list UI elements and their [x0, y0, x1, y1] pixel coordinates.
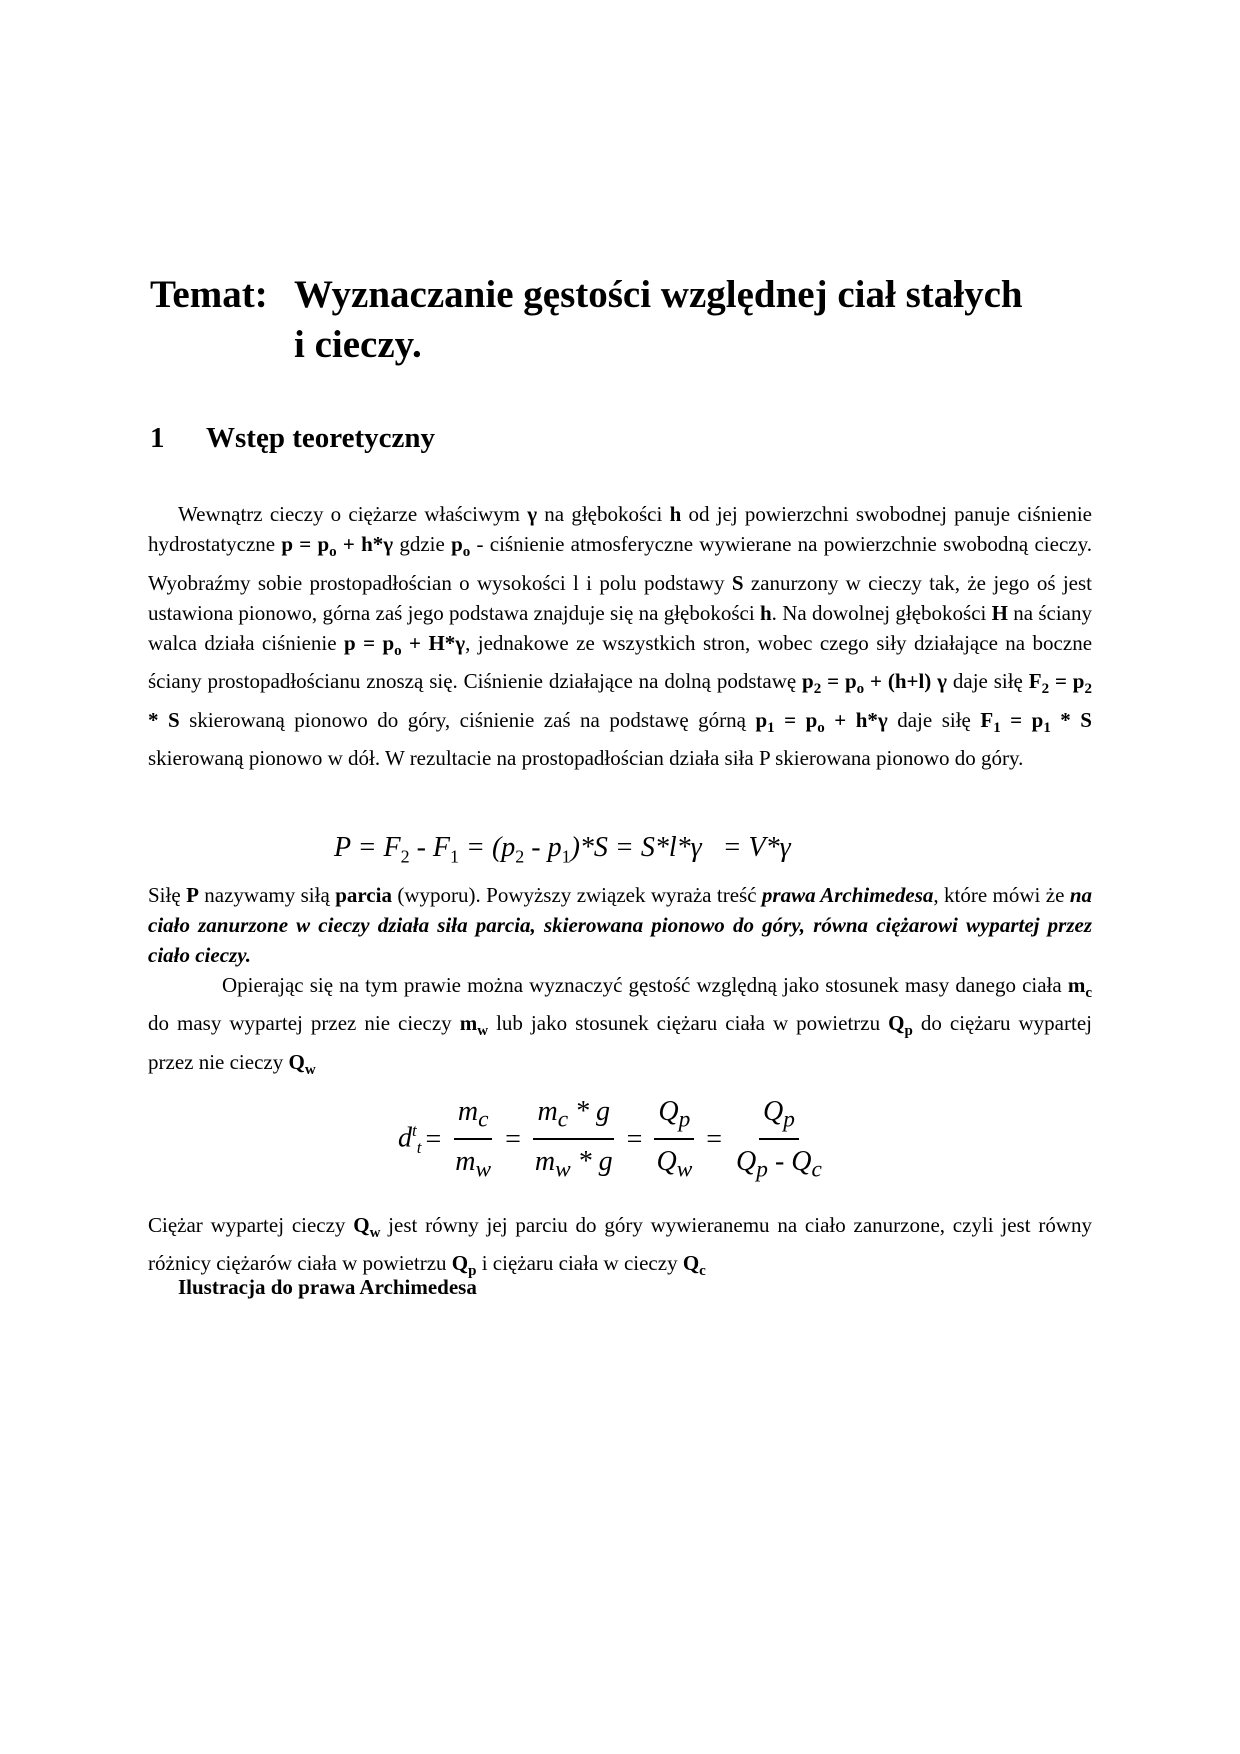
section-heading — [150, 418, 435, 458]
paragraph-archimedes-law: Siłę P nazywamy siłą parcia (wyporu). Powyższy związek wyraża treść prawa Archimedesa, które mówi że na ciało zanurzone w cieczy działa siła parcia, skierowana pionowo do góry, równa ciężarowi wypartej przez ciało cieczy. — [148, 883, 1092, 968]
section-number: 1 — [150, 422, 165, 454]
title-label: Temat: — [150, 273, 268, 316]
fraction-weight-difference: $\frac{Q_p}{Q_p - Q_c}$ — [736, 1096, 822, 1183]
title-line-2: i cieczy. — [294, 323, 422, 366]
paragraph-theory: Wewnątrz cieczy o ciężarze właściwym γ na głębokości h od jej powierzchni swobodnej panuje ciśnienie hydrostatyczne $p = p_o + h*\gamma$ gdzie $p_o$ - ciśnienie atmosferyczne wywierane na powierzchnie swobodną cieczy. Wyobraźmy sobie prostopadłościan o wysokości l i polu podstawy S zanurzony w cieczy tak, że jego oś jest ustawiona pionowo, górna zaś jego podstawa znajduje się na głębokości h. Na dowolnej głębokości H na ściany walca działa ciśnienie $p = p_o + H*\gamma$, jednakowe ze wszystkich stron, wobec czego siły działające na boczne ściany prostopadłościanu znoszą się. Ciśnienie działające na dolną podstawę $p_2 = p_o + (h+l)$ γ daje siłę $F_2 = p_2 * S$ skierowaną pionowo do góry, ciśnienie zaś na podstawę górną $p_1 = p_o + h*\gamma$ daje siłę $F_1 = p_1 * S$ skierowaną pionowo w dół. W rezultacie na prostopadłościan działa siła P skierowana pionowo do góry. — [148, 502, 1093, 771]
paragraph-displaced-weight: Ciężar wypartej cieczy $Q_w$ jest równy jej parciu do góry wywieranemu na ciało zanurzone, czyli jest równy różnicy ciężarów ciała w powietrzu $Q_p$ i ciężaru ciała w cieczy $Q_c$ — [148, 1213, 1092, 1280]
document-title — [150, 270, 1110, 370]
relative-density-formula: $d^t_t$ = $\frac{m_c}{m_w}$ = $\frac{m_c * g}{m_w * g}$ = $\frac{Q_p}{Q_w}$ = $\frac{Q_p}{Q_p - Q_c}$ — [398, 1096, 832, 1183]
fraction-mass: $\frac{m_c}{m_w}$ — [455, 1096, 492, 1183]
fraction-weight-g: $\frac{m_c * g}{m_w * g}$ — [534, 1096, 613, 1183]
fraction-weight: $\frac{Q_p}{Q_w}$ — [652, 1096, 696, 1183]
title-line-1: Wyznaczanie gęstości względnej ciał stałych — [294, 273, 1023, 316]
illustration-caption: Ilustracja do prawa Archimedesa — [178, 1275, 477, 1299]
section-title: Wstęp teoretyczny — [206, 422, 435, 454]
density-symbol: $d^t_t$ — [398, 1121, 422, 1158]
archimedes-force-formula: $P = F_2 - F_1 = (p_2 - p_1)*S = S*l*\gamma = V*\gamma$ — [334, 832, 791, 867]
paragraph-relative-density: Opierając się na tym prawie można wyznaczyć gęstość względną jako stosunek masy danego ciała $m_c$ do masy wypartej przez nie cieczy $m_w$ lub jako stosunek ciężaru ciała w powietrzu $Q_p$ do ciężaru wypartej przez nie cieczy $Q_w$ — [148, 973, 1092, 1078]
